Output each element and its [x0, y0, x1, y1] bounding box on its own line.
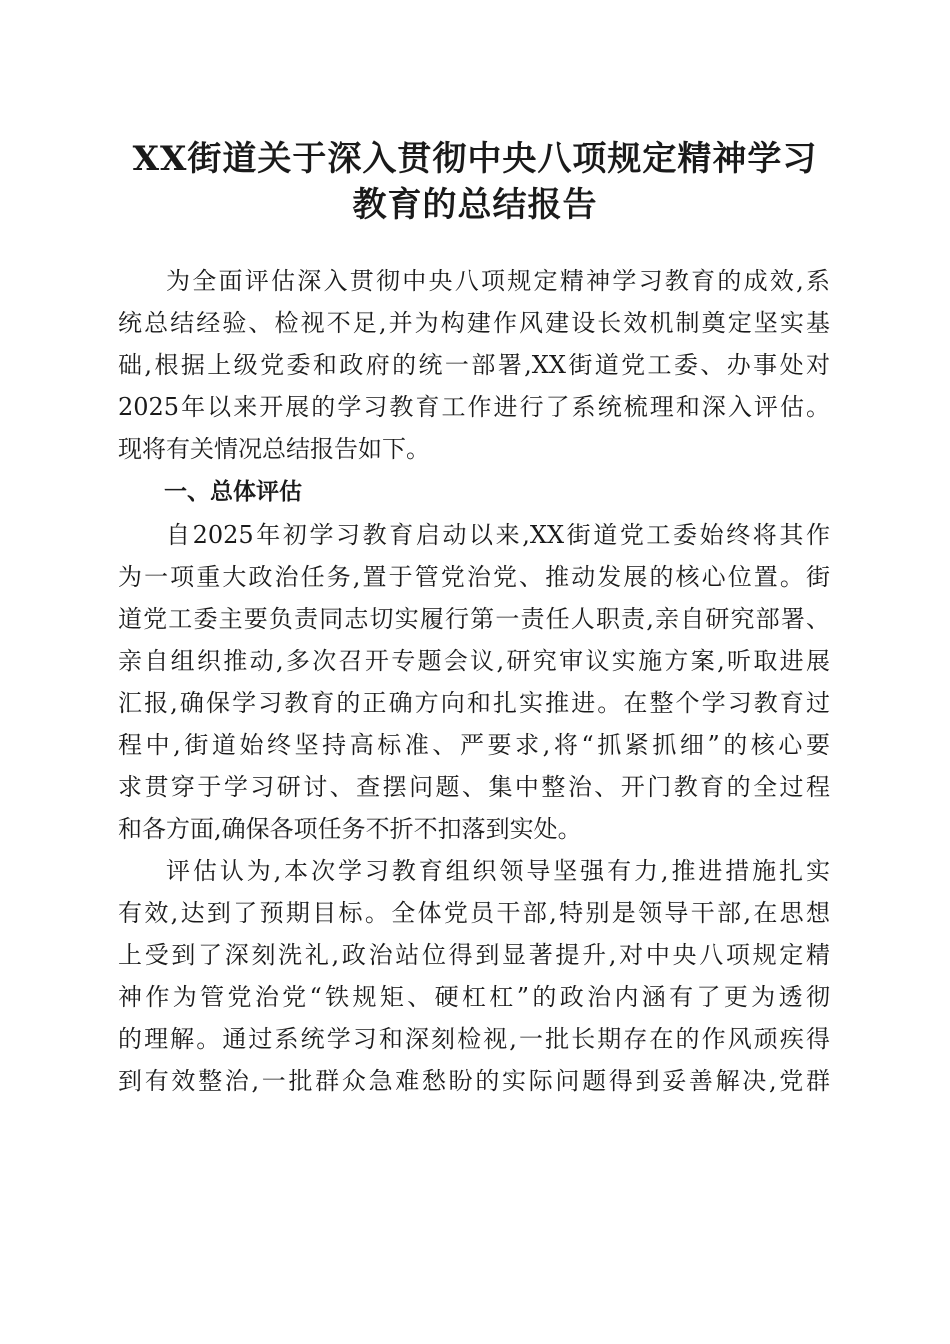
text-line: 为全面评估深入贯彻中央八项规定精神学习教育的成效,系: [166, 267, 830, 295]
text-line: 统总结经验、检视不足,并为构建作风建设长效机制奠定坚实基: [118, 309, 830, 337]
document-title: [100, 136, 850, 228]
text-line: 和各方面,确保各项任务不折不扣落到实处。: [118, 815, 582, 843]
text-line: 亲自组织推动,多次召开专题会议,研究审议实施方案,听取进展: [118, 647, 830, 675]
text-line: 汇报,确保学习教育的正确方向和扎实推进。在整个学习教育过: [118, 689, 830, 717]
text-line: 自2025年初学习教育启动以来,XX街道党工委始终将其作: [166, 521, 830, 549]
text-line: 到有效整治,一批群众急难愁盼的实际问题得到妥善解决,党群: [118, 1067, 830, 1095]
section1-paragraph-2: [118, 850, 830, 1102]
text-line: 程中,街道始终坚持高标准、严要求,将“抓紧抓细”的核心要: [118, 731, 830, 759]
title-line-1: XX街道关于深入贯彻中央八项规定精神学习: [132, 139, 818, 179]
title-line-2: 教育的总结报告: [352, 185, 598, 225]
text-line: 现将有关情况总结报告如下。: [118, 435, 430, 463]
intro-paragraph: [118, 260, 830, 470]
section-heading-overall-assessment: 一、总体评估: [164, 479, 302, 505]
text-line: 求贯穿于学习研讨、查摆问题、集中整治、开门教育的全过程: [118, 773, 830, 801]
text-line: 有效,达到了预期目标。全体党员干部,特别是领导干部,在思想: [118, 899, 830, 927]
text-line: 2025年以来开展的学习教育工作进行了系统梳理和深入评估。: [118, 393, 830, 421]
section1-paragraph-1: [118, 514, 830, 850]
text-line: 神作为管党治党“铁规矩、硬杠杠”的政治内涵有了更为透彻: [118, 983, 830, 1011]
text-line: 础,根据上级党委和政府的统一部署,XX街道党工委、办事处对: [118, 351, 830, 379]
text-line: 为一项重大政治任务,置于管党治党、推动发展的核心位置。街: [118, 563, 830, 591]
text-line: 的理解。通过系统学习和深刻检视,一批长期存在的作风顽疾得: [118, 1025, 830, 1053]
text-line: 上受到了深刻洗礼,政治站位得到显著提升,对中央八项规定精: [118, 941, 830, 969]
text-line: 评估认为,本次学习教育组织领导坚强有力,推进措施扎实: [166, 857, 830, 885]
text-line: 道党工委主要负责同志切实履行第一责任人职责,亲自研究部署、: [118, 605, 830, 633]
document-body: [118, 260, 830, 1102]
